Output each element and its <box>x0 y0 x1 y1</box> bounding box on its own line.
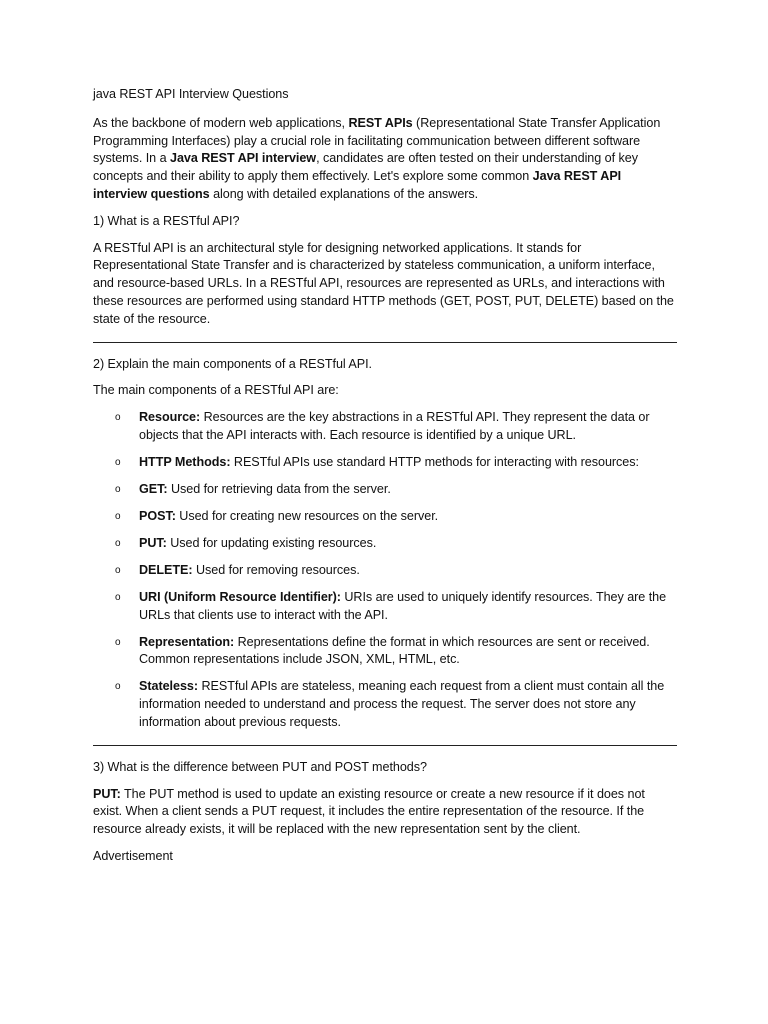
list-item <box>93 409 677 445</box>
list-item <box>93 508 677 526</box>
bullet-icon: o <box>115 636 121 648</box>
list-item-term: URI (Uniform Resource Identifier): <box>139 589 341 604</box>
question-2-heading: 2) Explain the main components of a RESTful API. <box>93 356 373 371</box>
list-item <box>93 589 677 625</box>
put-text: The PUT method is used to update an existing resource or create a new resource if it does not exist. When a client sends a PUT request, it includes the entire representation of the resource. If the resource already exists, it will be replaced with the new representation sent by the client. <box>93 786 645 837</box>
intro-text-3: , candidates are often tested on their understanding of key concepts and their ability to apply them effectively. Let's explore some common <box>93 151 638 184</box>
bullet-icon: o <box>115 483 121 495</box>
bullet-icon: o <box>115 681 121 693</box>
section-divider <box>93 745 677 746</box>
list-item <box>93 634 677 670</box>
bullet-icon: o <box>115 456 121 468</box>
bullet-icon: o <box>115 412 121 424</box>
document-page <box>93 86 677 875</box>
list-item-term: DELETE: <box>139 562 193 577</box>
list-item <box>93 454 677 472</box>
list-item-text: Used for updating existing resources. <box>166 535 377 550</box>
list-item-text: URIs are used to uniquely identify resources. They are the URLs that clients use to interact with the API. <box>139 589 667 622</box>
intro-text-1: As the backbone of modern web applications, <box>93 115 349 130</box>
question-3-heading: 3) What is the difference between PUT and POST methods? <box>93 759 427 774</box>
list-item <box>93 481 677 499</box>
intro-bold-1: REST APIs <box>348 115 413 130</box>
question-1-heading: 1) What is a RESTful API? <box>93 213 240 228</box>
list-item-term: POST: <box>139 508 176 523</box>
page-title: java REST API Interview Questions <box>93 87 289 101</box>
question-3-answer <box>93 786 677 839</box>
list-item-text: RESTful APIs use standard HTTP methods for interacting with resources: <box>230 454 639 469</box>
list-item-term: PUT: <box>139 535 167 550</box>
list-item-term: Resource: <box>139 410 201 425</box>
question-2-lead: The main components of a RESTful API are: <box>93 383 339 398</box>
list-item-term: Representation: <box>139 634 235 649</box>
intro-paragraph <box>93 115 677 204</box>
list-item-text: Representations define the format in which resources are sent or received. Common representations include JSON, XML, HTML, etc. <box>139 634 650 667</box>
intro-bold-3: Java REST API interview questions <box>93 169 622 201</box>
question-1-answer: A RESTful API is an architectural style for designing networked applications. It stands for Representational State Transfer and is characterized by stateless communication, a uniform interface, and resource-based URLs. In a RESTful API, resources are represented as URLs, and interactions with these resources are performed using standard HTTP methods (GET, POST, PUT, DELETE) based on the state of the resource. <box>93 240 674 326</box>
bullet-icon: o <box>115 510 121 522</box>
bullet-icon: o <box>115 537 121 549</box>
put-term: PUT: <box>93 786 121 801</box>
bullet-icon: o <box>115 564 121 576</box>
list-item-text: Used for creating new resources on the server. <box>175 508 439 523</box>
list-item-text: RESTful APIs are stateless, meaning each request from a client must contain all the information needed to understand and process the request. The server does not store any information about previous requests. <box>139 679 665 730</box>
list-item <box>93 535 677 553</box>
list-item-text: Resources are the key abstractions in a RESTful API. They represent the data or objects that the API interacts with. Each resource is identified by a unique URL. <box>139 410 650 442</box>
components-list <box>93 409 677 732</box>
section-divider <box>93 342 677 343</box>
list-item-text: Used for removing resources. <box>192 562 360 577</box>
intro-text-4: along with detailed explanations of the answers. <box>209 186 479 201</box>
list-item <box>93 678 677 731</box>
list-item-term: Stateless: <box>139 679 199 694</box>
bullet-icon: o <box>115 591 121 603</box>
intro-text-2: (Representational State Transfer Application Programming Interfaces) play a crucial role in facilitating communication between different software systems. In a <box>93 115 661 166</box>
intro-bold-2: Java REST API interview <box>169 151 317 166</box>
list-item-text: Used for retrieving data from the server. <box>167 481 391 496</box>
list-item <box>93 562 677 580</box>
advertisement-label: Advertisement <box>93 849 173 863</box>
list-item-term: HTTP Methods: <box>139 454 231 469</box>
list-item-term: GET: <box>139 481 168 496</box>
